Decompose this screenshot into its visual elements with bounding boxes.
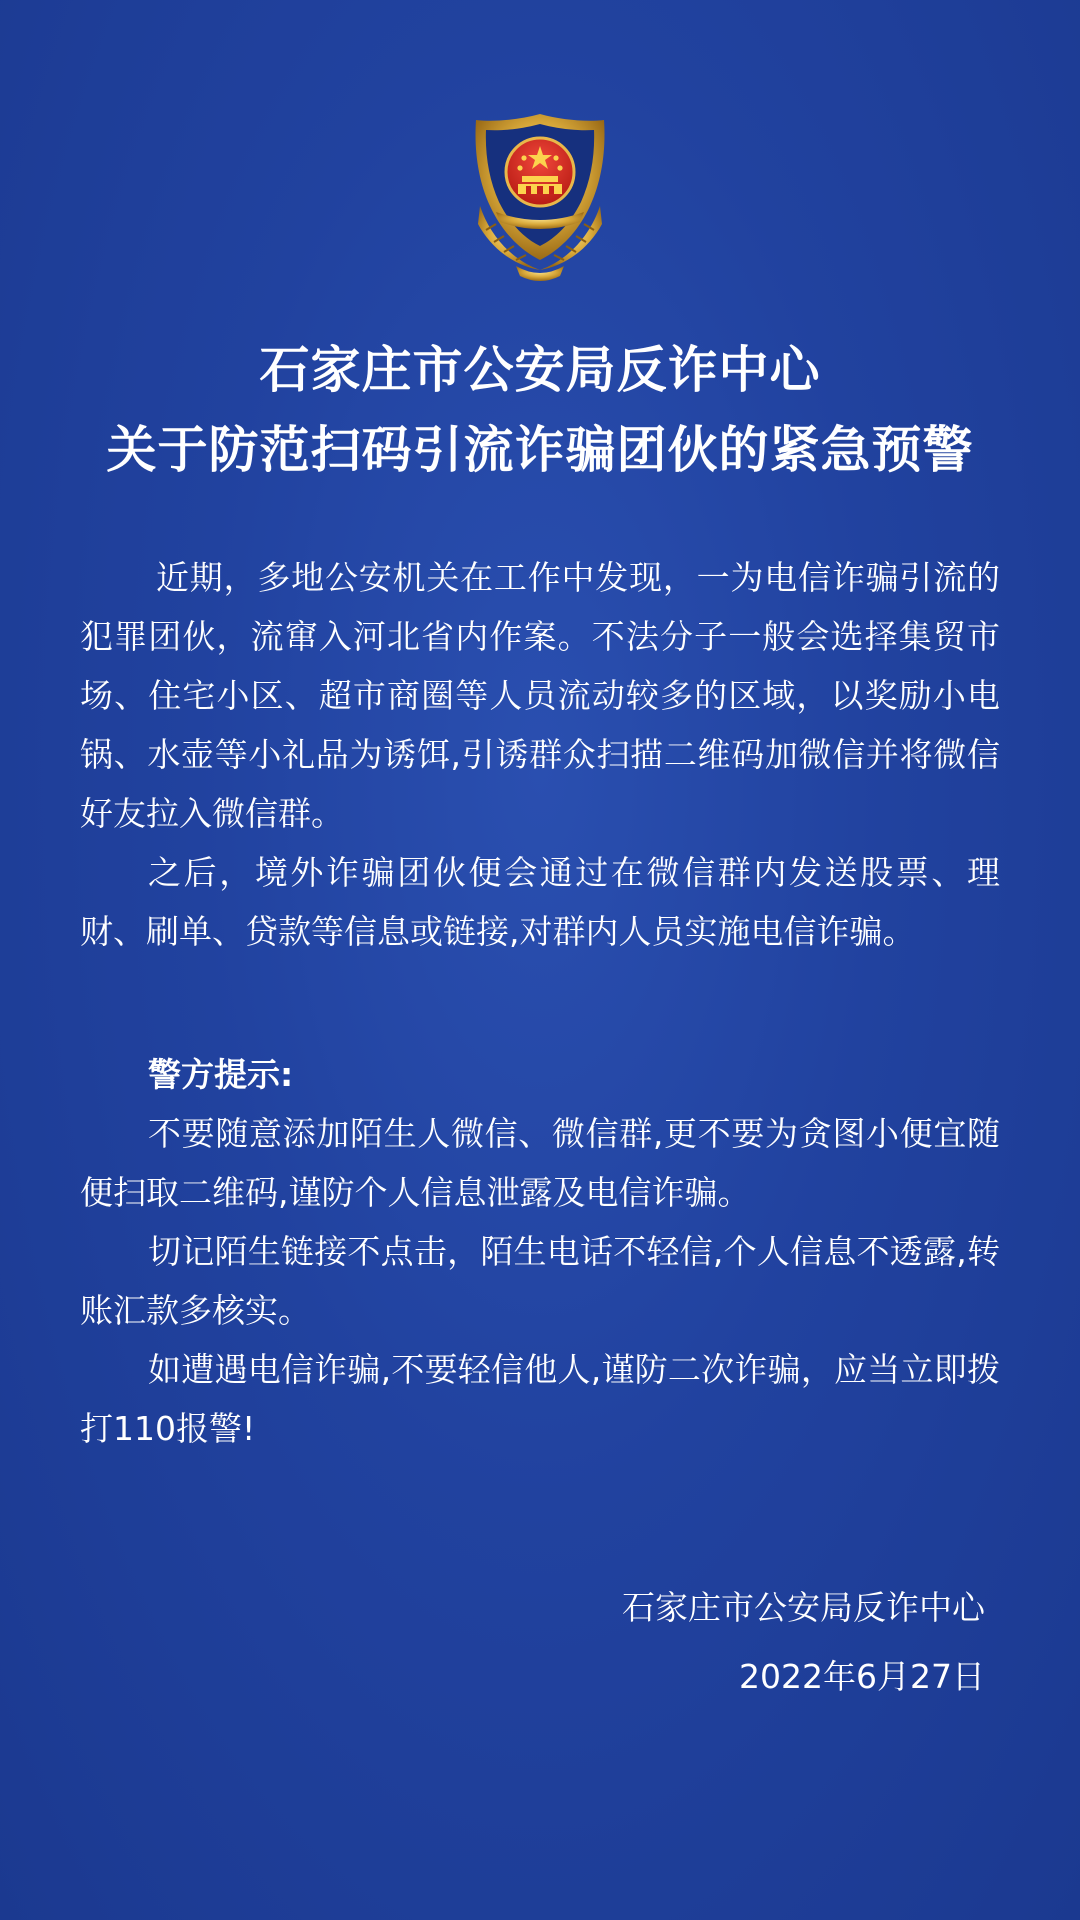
police-emblem-icon — [460, 110, 620, 282]
signature-organization: 石家庄市公安局反诈中心 — [622, 1588, 985, 1627]
intro-paragraph: 近期，多地公安机关在工作中发现，一为电信诈骗引流的犯罪团伙，流窜入河北省内作案。不法分子一般会选择集贸市场、住宅小区、超市商圈等人员流动较多的区域，以奖励小电锅、水壶等小礼品为诱饵,引诱群众扫描二维码加微信并将微信好友拉入微信群。 — [80, 558, 1000, 833]
page-title-line2: 关于防范扫码引流诈骗团伙的紧急预警 — [106, 420, 974, 479]
tip-paragraph: 如遭遇电信诈骗,不要轻信他人,谨防二次诈骗，应当立即拨打110报警! — [80, 1350, 1000, 1448]
tips-heading: 警方提示: — [148, 1055, 294, 1094]
signature-date: 2022年6月27日 — [739, 1657, 985, 1696]
page-title-line1: 石家庄市公安局反诈中心 — [259, 340, 821, 399]
tip-paragraph: 不要随意添加陌生人微信、微信群,更不要为贪图小便宜随便扫取二维码,谨防个人信息泄露及电信诈骗。 — [80, 1114, 1000, 1212]
police-tips-section — [80, 1045, 1000, 1458]
intro-section — [80, 548, 1000, 961]
intro-paragraph: 之后，境外诈骗团伙便会通过在微信群内发送股票、理财、刷单、贷款等信息或链接,对群内人员实施电信诈骗。 — [80, 853, 1000, 951]
tip-paragraph: 切记陌生链接不点击，陌生电话不轻信,个人信息不透露,转账汇款多核实。 — [80, 1232, 1000, 1330]
